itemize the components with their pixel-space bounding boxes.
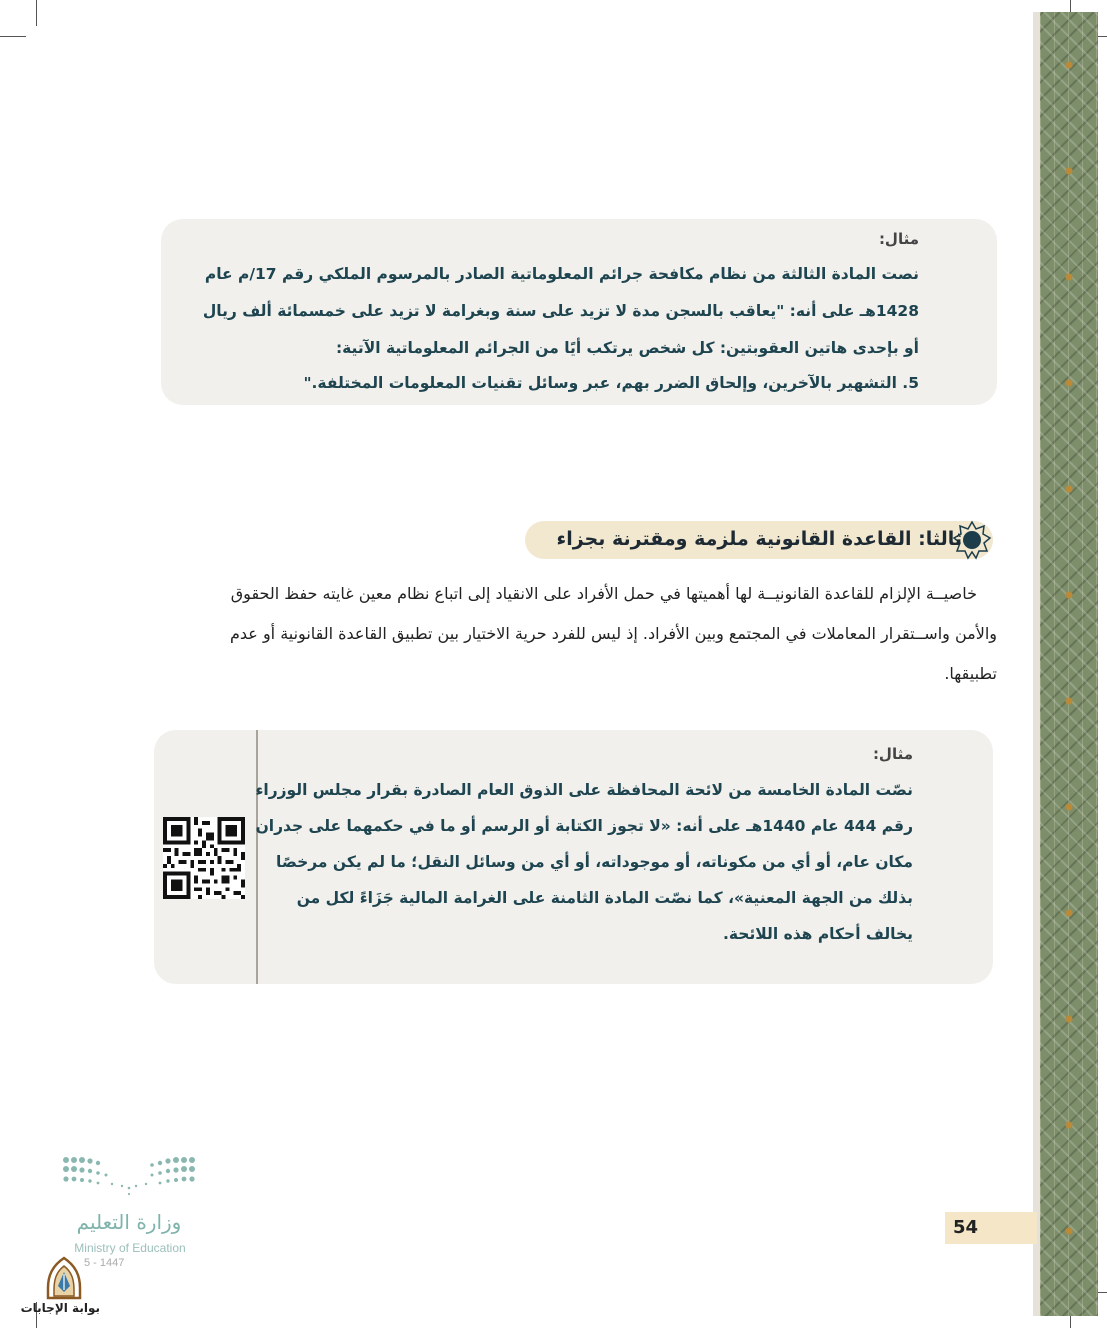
ministry-year: 5 - 1447 (84, 1257, 125, 1269)
qr-divider (256, 730, 258, 984)
crop-mark (36, 0, 37, 26)
example-line: رقم 444 عام 1440هـ على أنه: «لا تجوز الكتابة أو الرسم أو ما في حكمهما على جدران (255, 817, 913, 835)
portal-watermark-text: بوابة الإجابات (20, 1301, 100, 1315)
example-line: 1428هـ على أنه: "يعاقب بالسجن مدة لا تزيد على سنة وبغرامة لا تزيد على خمسمائة ألف ريال (202, 302, 919, 320)
example-line: بذلك من الجهة المعنية»، كما نصّت المادة الثامنة على الغرامة المالية جَزَاءً لكل من (296, 889, 913, 907)
example-label: مثال: (872, 745, 913, 763)
ministry-name-arabic: وزارة التعليم (76, 1210, 182, 1234)
section-heading: ثالثا: القاعدة القانونية ملزمة ومقترنة بجزاء (556, 528, 962, 550)
body-line: خاصيــة الإلزام للقاعدة القانونيــة لها أهميتها في حمل الأفراد على الانقياد إلى اتباع نظام معين غايته حفظ الحقوق (230, 584, 977, 603)
page-number: 54 (953, 1217, 979, 1238)
ministry-logo-icon (62, 1154, 196, 1200)
example-line: نصت المادة الثالثة من نظام مكافحة جرائم المعلوماتية الصادر بالمرسوم الملكي رقم 17/م عام (204, 265, 919, 283)
example-label: مثال: (878, 230, 919, 248)
ministry-name-english: Ministry of Education (74, 1241, 186, 1255)
example-line: 5. التشهير بالآخرين، وإلحاق الضرر بهم، عبر وسائل تقنيات المعلومات المختلفة." (303, 374, 919, 392)
example-line: أو بإحدى هاتين العقوبتين: كل شخص يرتكب أيًا من الجرائم المعلوماتية الآتية: (335, 339, 919, 357)
body-line: والأمن واســتقرار المعاملات في المجتمع وبين الأفراد. إذ ليس للفرد حرية الاختيار بين تطبيق القاعدة القانونية أو عدم (230, 624, 997, 643)
decorative-pattern-band (1040, 12, 1098, 1316)
example-line: يخالف أحكام هذه اللائحة. (723, 925, 913, 943)
crop-mark (0, 36, 26, 37)
pen-nib-logo-icon (42, 1256, 86, 1300)
page-edge-strip (1033, 12, 1040, 1316)
qr-code-icon[interactable] (163, 817, 245, 899)
body-line: تطبيقها. (944, 664, 997, 683)
example-line: مكان عام، أو أي من مكوناته، أو موجوداته، أو أي من وسائل النقل؛ ما لم يكن مرخصًا (276, 853, 913, 871)
example-line: نصّت المادة الخامسة من لائحة المحافظة على الذوق العام الصادرة بقرار مجلس الوزراء (255, 781, 913, 799)
